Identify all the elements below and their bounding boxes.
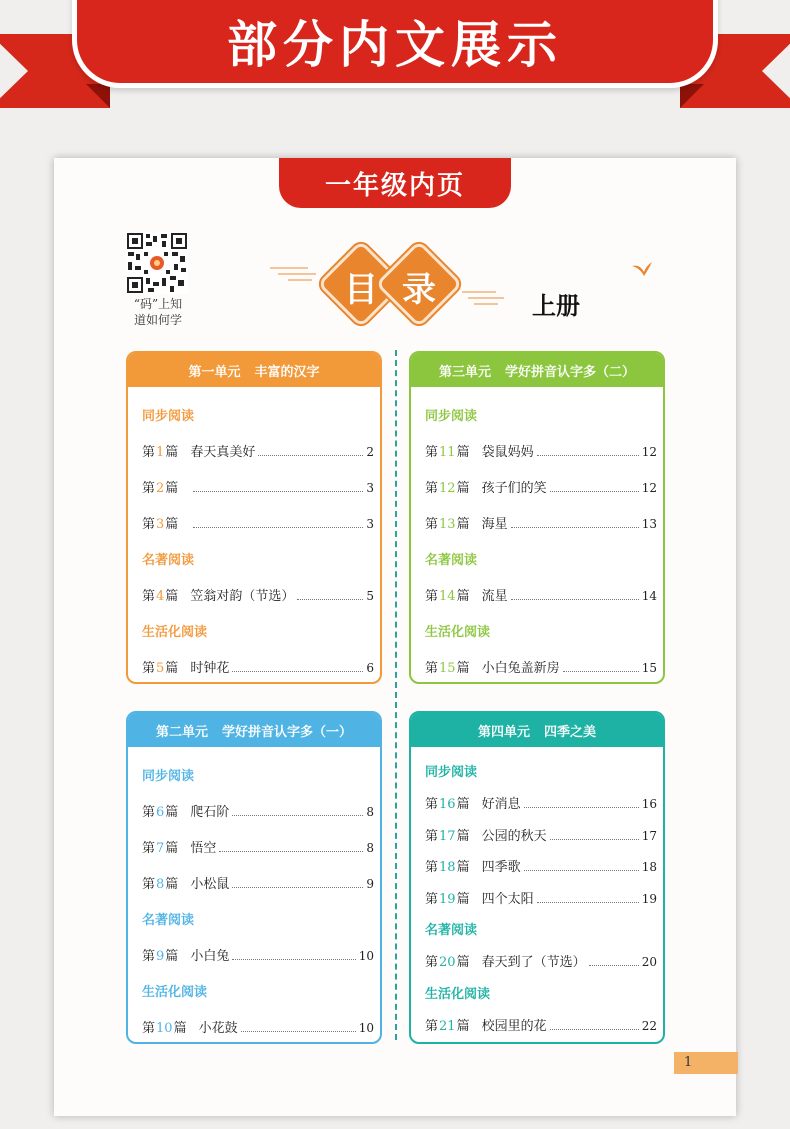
entry-prefix: 第 xyxy=(425,828,439,844)
grade-tab-label: 一年级内页 xyxy=(324,170,465,201)
entry-title: 四季歌 xyxy=(481,860,521,875)
entry-title: 小花鼓 xyxy=(198,1021,238,1036)
entry-page: 8 xyxy=(366,805,374,819)
entry-page: 5 xyxy=(366,589,374,603)
section-heading: 名著阅读 xyxy=(142,913,195,928)
entry-page: 6 xyxy=(366,661,374,675)
qr-code-icon xyxy=(126,232,188,294)
toc-title-char-2: 录 xyxy=(402,270,436,310)
toc-entry[interactable] xyxy=(425,951,657,983)
toc-entry[interactable] xyxy=(425,585,657,621)
entry-page: 8 xyxy=(366,841,374,855)
unit-number: 第四单元 xyxy=(477,724,530,740)
entry-prefix: 第 xyxy=(142,481,156,496)
entry-prefix: 第 xyxy=(425,891,439,907)
entry-number: 11 xyxy=(439,445,456,460)
entry-title: 时钟花 xyxy=(190,661,230,676)
entry-title: 校园里的花 xyxy=(481,1018,547,1034)
entry-page: 3 xyxy=(366,481,374,495)
entry-page: 2 xyxy=(366,445,374,459)
entry-title: 小白兔 xyxy=(190,949,230,964)
cloud-line-icon xyxy=(268,262,318,282)
page-number: 1 xyxy=(674,1052,738,1074)
unit-body xyxy=(411,387,663,684)
entry-suffix: 篇 xyxy=(456,1018,470,1034)
volume-label: 上册 xyxy=(532,291,580,320)
entry-title: 流星 xyxy=(481,589,508,604)
dot-leader xyxy=(297,599,363,600)
qr-caption-line1: “码”上知 xyxy=(133,297,183,311)
entry-title: 袋鼠妈妈 xyxy=(481,445,534,460)
section-heading: 同步阅读 xyxy=(425,765,478,780)
unit-card-4 xyxy=(409,711,665,1044)
entry-suffix: 篇 xyxy=(165,661,179,676)
toc-title-char-1: 目 xyxy=(344,270,378,310)
entry-page: 14 xyxy=(641,589,657,603)
entry-suffix: 篇 xyxy=(456,860,470,875)
qr-caption xyxy=(122,296,194,328)
toc-entry[interactable] xyxy=(425,657,657,684)
entry-suffix: 篇 xyxy=(456,828,470,844)
column-divider xyxy=(395,350,397,1040)
banner-title: 部分内文展示 xyxy=(227,15,563,74)
dot-leader xyxy=(550,839,639,840)
entry-label xyxy=(425,888,470,907)
toc-entry[interactable] xyxy=(425,477,657,513)
entry-suffix: 篇 xyxy=(165,481,179,496)
entry-prefix: 第 xyxy=(142,661,156,676)
entry-page: 22 xyxy=(641,1018,657,1033)
section-heading: 名著阅读 xyxy=(425,923,478,938)
qr-caption-line2: 道如何学 xyxy=(133,313,182,327)
entry-label xyxy=(142,945,178,964)
section-heading: 生活化阅读 xyxy=(142,985,208,1000)
entry-title: 好消息 xyxy=(481,797,521,812)
section-heading: 同步阅读 xyxy=(142,409,195,424)
entry-number: 10 xyxy=(156,1021,173,1036)
entry-label xyxy=(142,585,178,604)
entry-prefix: 第 xyxy=(142,805,156,820)
unit-card-1 xyxy=(126,351,382,684)
grade-tab xyxy=(279,158,511,208)
toc-entry[interactable] xyxy=(425,441,657,477)
dot-leader xyxy=(258,455,363,456)
toc-entry[interactable] xyxy=(142,585,374,621)
unit-header xyxy=(411,353,663,387)
entry-prefix: 第 xyxy=(425,517,439,532)
banner-plate xyxy=(72,0,718,88)
entry-page: 10 xyxy=(358,949,374,963)
entry-title: 海星 xyxy=(481,517,508,532)
entry-number: 5 xyxy=(156,661,165,676)
section-heading: 生活化阅读 xyxy=(425,986,491,1002)
dot-leader xyxy=(193,527,363,528)
entry-page: 18 xyxy=(641,860,657,874)
entry-title: 爬石阶 xyxy=(190,805,230,820)
entry-number: 7 xyxy=(156,841,165,856)
toc-entry[interactable] xyxy=(142,945,374,981)
toc-entry[interactable] xyxy=(142,477,374,513)
section-heading: 同步阅读 xyxy=(425,409,478,424)
dot-leader xyxy=(241,1031,356,1032)
entry-prefix: 第 xyxy=(425,481,439,496)
entry-page: 15 xyxy=(641,661,657,675)
dot-leader xyxy=(511,599,639,600)
entry-page: 13 xyxy=(641,517,657,531)
toc-entry[interactable] xyxy=(425,513,657,549)
unit-body xyxy=(128,747,380,1044)
entry-label xyxy=(425,951,470,970)
unit-number: 第一单元 xyxy=(188,364,241,380)
entry-number: 15 xyxy=(439,661,456,676)
qr-code[interactable] xyxy=(126,232,188,294)
entry-page: 19 xyxy=(641,891,657,906)
unit-card-2 xyxy=(126,711,382,1044)
dot-leader xyxy=(232,815,363,816)
dot-leader xyxy=(550,1029,639,1030)
entry-label xyxy=(142,873,178,892)
entry-number: 13 xyxy=(439,517,456,532)
entry-number: 19 xyxy=(439,891,456,907)
entry-number: 16 xyxy=(439,797,456,812)
section-heading: 生活化阅读 xyxy=(425,625,491,640)
entry-suffix: 篇 xyxy=(165,949,179,964)
entry-label xyxy=(425,513,470,532)
entry-number: 20 xyxy=(439,955,456,970)
entry-prefix: 第 xyxy=(425,661,439,676)
toc-entry[interactable] xyxy=(142,837,374,873)
entry-title: 春天到了（节选） xyxy=(481,955,586,970)
entry-prefix: 第 xyxy=(425,797,439,812)
entry-label xyxy=(142,1017,187,1036)
unit-header xyxy=(128,713,380,747)
entry-title: 四个太阳 xyxy=(481,891,534,907)
entry-page: 12 xyxy=(641,445,657,459)
entry-prefix: 第 xyxy=(142,877,156,892)
entry-number: 1 xyxy=(156,445,165,460)
unit-name: 丰富的汉字 xyxy=(254,364,320,380)
dot-leader xyxy=(537,902,639,903)
unit-header xyxy=(411,713,663,747)
entry-suffix: 篇 xyxy=(165,445,179,460)
dot-leader xyxy=(511,527,639,528)
entry-suffix: 篇 xyxy=(165,589,179,604)
entry-label xyxy=(142,837,178,856)
entry-suffix: 篇 xyxy=(165,517,179,532)
entry-suffix: 篇 xyxy=(456,955,470,970)
entry-prefix: 第 xyxy=(425,1018,439,1034)
unit-name: 四季之美 xyxy=(544,724,597,740)
entry-suffix: 篇 xyxy=(165,877,179,892)
dot-leader xyxy=(524,807,639,808)
entry-label xyxy=(425,1015,470,1034)
entry-suffix: 篇 xyxy=(173,1021,187,1036)
entry-suffix: 篇 xyxy=(456,445,470,460)
entry-suffix: 篇 xyxy=(456,589,470,604)
dot-leader xyxy=(193,491,363,492)
entry-label xyxy=(425,825,470,844)
entry-page: 17 xyxy=(641,828,657,843)
entry-page: 3 xyxy=(366,517,374,531)
unit-card-3 xyxy=(409,351,665,684)
entry-prefix: 第 xyxy=(142,445,156,460)
entry-number: 21 xyxy=(439,1018,456,1034)
entry-page: 20 xyxy=(641,955,657,969)
entry-suffix: 篇 xyxy=(165,841,179,856)
toc-entry[interactable] xyxy=(142,801,374,837)
toc-entry[interactable] xyxy=(142,657,374,684)
entry-suffix: 篇 xyxy=(456,517,470,532)
unit-number: 第三单元 xyxy=(438,364,491,380)
entry-page: 9 xyxy=(366,877,374,891)
entry-prefix: 第 xyxy=(142,1021,156,1036)
entry-prefix: 第 xyxy=(425,445,439,460)
unit-number: 第二单元 xyxy=(155,724,208,740)
entry-label xyxy=(425,441,470,460)
cloud-line-icon-right xyxy=(460,288,506,306)
entry-suffix: 篇 xyxy=(456,891,470,907)
toc-entry[interactable] xyxy=(142,1017,374,1044)
dot-leader xyxy=(563,671,639,672)
entry-prefix: 第 xyxy=(425,860,439,875)
entry-title: 春天真美好 xyxy=(190,445,256,460)
toc-entry[interactable] xyxy=(425,888,657,920)
section-heading: 同步阅读 xyxy=(142,769,195,784)
toc-entry[interactable] xyxy=(425,793,657,825)
entry-label xyxy=(142,441,178,460)
toc-entry[interactable] xyxy=(142,873,374,909)
entry-prefix: 第 xyxy=(142,841,156,856)
entry-page: 16 xyxy=(641,797,657,811)
dot-leader xyxy=(589,965,639,966)
entry-page: 12 xyxy=(641,481,657,495)
entry-label xyxy=(425,793,470,812)
entry-label xyxy=(142,657,178,676)
entry-prefix: 第 xyxy=(142,517,156,532)
entry-number: 9 xyxy=(156,949,165,964)
dot-leader xyxy=(550,491,639,492)
toc-entry[interactable] xyxy=(425,825,657,857)
dot-leader xyxy=(219,851,363,852)
section-heading: 名著阅读 xyxy=(425,553,478,568)
entry-title: 小松鼠 xyxy=(190,877,230,892)
entry-prefix: 第 xyxy=(425,955,439,970)
unit-name: 学好拼音认字多（一） xyxy=(222,724,353,740)
header-banner xyxy=(0,0,790,120)
section-heading: 生活化阅读 xyxy=(142,625,208,640)
entry-label xyxy=(425,477,470,496)
entry-suffix: 篇 xyxy=(456,661,470,676)
dot-leader xyxy=(537,455,639,456)
toc-entry[interactable] xyxy=(425,1015,657,1045)
entry-label xyxy=(425,657,470,676)
unit-name: 学好拼音认字多（二） xyxy=(505,364,636,380)
dot-leader xyxy=(232,887,363,888)
entry-number: 6 xyxy=(156,805,165,820)
dot-leader xyxy=(232,671,363,672)
entry-number: 8 xyxy=(156,877,165,892)
unit-body xyxy=(411,747,663,1044)
dot-leader xyxy=(524,870,639,871)
entry-label xyxy=(425,585,470,604)
toc-entry[interactable] xyxy=(142,441,374,477)
entry-page: 10 xyxy=(358,1021,374,1035)
unit-header xyxy=(128,353,380,387)
entry-number: 12 xyxy=(439,481,456,496)
entry-title: 悟空 xyxy=(190,841,217,856)
entry-prefix: 第 xyxy=(142,949,156,964)
entry-title: 笠翁对韵（节选） xyxy=(190,589,295,604)
entry-number: 2 xyxy=(156,481,165,496)
entry-suffix: 篇 xyxy=(165,805,179,820)
entry-title: 公园的秋天 xyxy=(481,828,547,844)
entry-title: 孩子们的笑 xyxy=(481,481,547,496)
entry-number: 3 xyxy=(156,517,165,532)
entry-suffix: 篇 xyxy=(456,481,470,496)
section-heading: 名著阅读 xyxy=(142,553,195,568)
entry-number: 4 xyxy=(156,589,165,604)
entry-suffix: 篇 xyxy=(456,797,470,812)
toc-entry[interactable] xyxy=(142,513,374,549)
bird-icon xyxy=(630,260,654,278)
entry-label xyxy=(142,513,178,532)
entry-label xyxy=(142,801,178,820)
unit-body xyxy=(128,387,380,684)
toc-entry[interactable] xyxy=(425,856,657,888)
entry-number: 18 xyxy=(439,860,456,875)
dot-leader xyxy=(232,959,355,960)
entry-prefix: 第 xyxy=(142,589,156,604)
entry-number: 17 xyxy=(439,828,456,844)
entry-number: 14 xyxy=(439,589,456,604)
entry-label xyxy=(142,477,178,496)
entry-prefix: 第 xyxy=(425,589,439,604)
entry-label xyxy=(425,856,470,875)
entry-title: 小白兔盖新房 xyxy=(481,661,560,676)
